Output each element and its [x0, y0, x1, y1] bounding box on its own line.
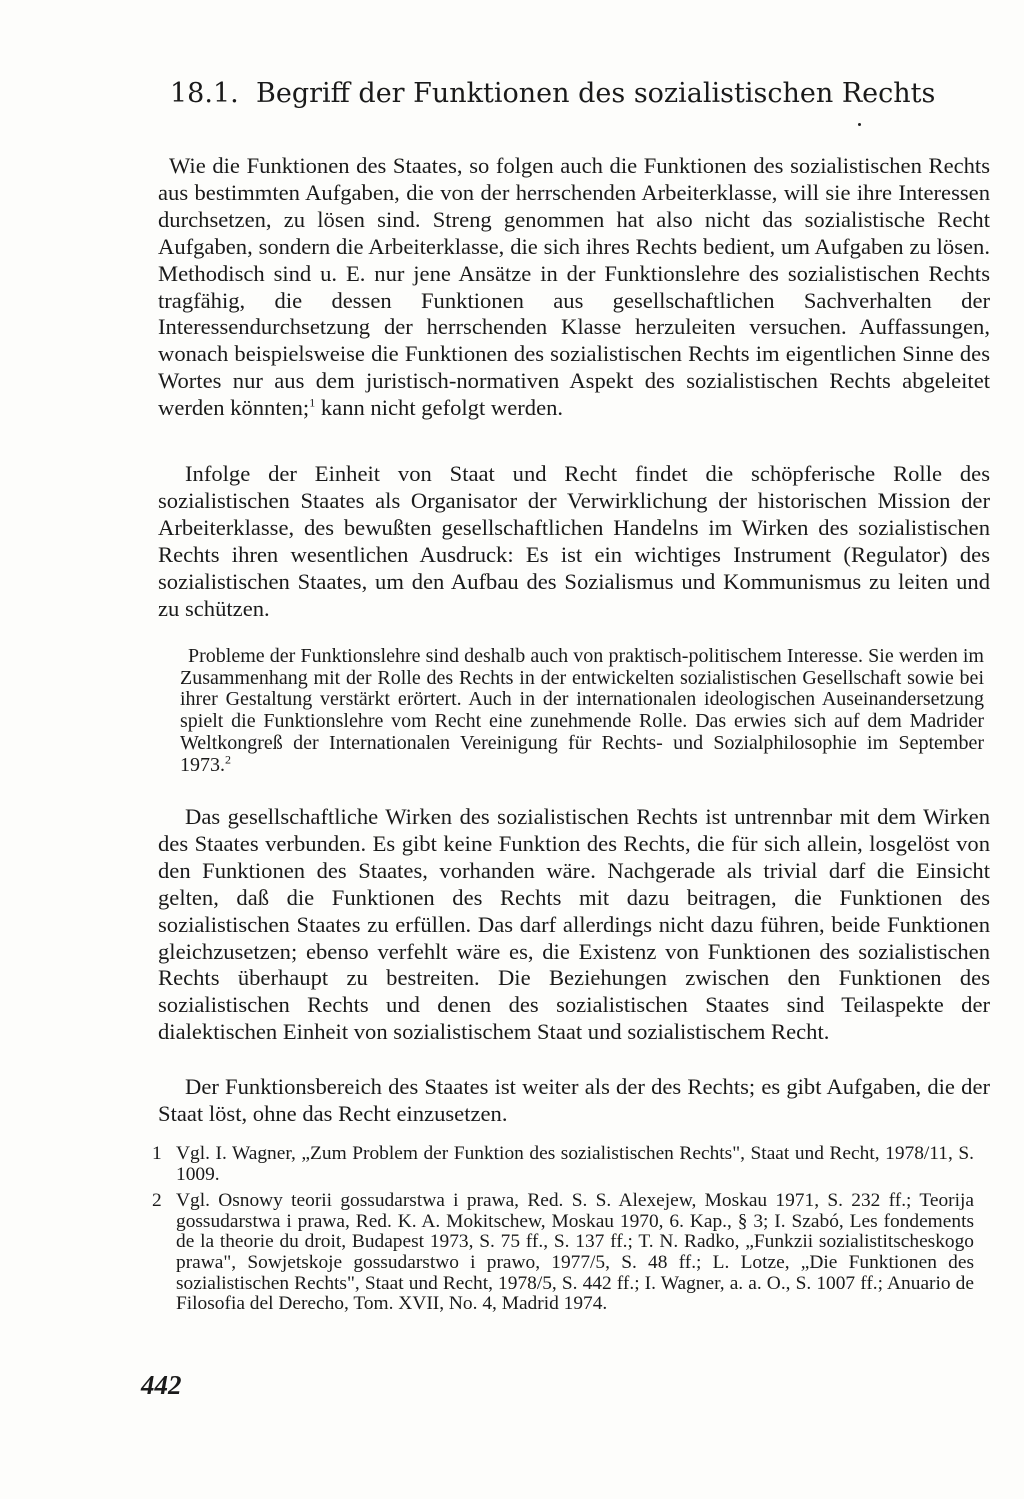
paragraph-4	[158, 1074, 990, 1128]
paragraph-4-text: Der Funktionsbereich des Staates ist weiter als der des Rechts; es gibt Aufgaben, die der Staat löst, ohne das Recht einzusetzen.	[158, 1074, 990, 1126]
paragraph-1-text: Wie die Funktionen des Staates, so folgen auch die Funktionen des sozialistischen Rechts aus bestimmten Aufgaben, die von der herrschenden Arbeiterklasse, will sie ihre Interessen durchsetzen, zu lösen sind. Streng genommen hat also nicht das sozialistische Recht Aufgaben, sondern die Arbeiterklasse, die sich ihres Rechts bedient, um Aufgaben zu lösen. Methodisch sind u. E. nur jene Ansätze in der Funktionslehre des sozialistischen Rechts tragfähig, die dessen Funktionen aus gesellschaftlichen Sachverhalten der Interessendurchsetzung der herrschenden Klasse herzuleiten versuchen. Auffassungen, wonach beispielsweise die Funktionen des sozialistischen Rechts im eigentlichen Sinne des Wortes nur aus dem juristisch-normativen Aspekt des sozialistischen Rechts abgeleitet werden könnten;	[158, 153, 990, 421]
paragraph-3-text: Das gesellschaftliche Wirken des sozialistischen Rechts ist untrennbar mit dem Wirken des Staates verbunden. Es gibt keine Funktion des Rechts, die für sich allein, losgelöst von den Funktionen des Staates, vorhanden wäre. Nachgerade als trivial darf die Einsicht gelten, daß die Funktionen des Rechts mit dazu beitragen, die Funktionen des sozialistischen Staates zu erfüllen. Das darf allerdings nicht dazu führen, beide Funktionen gleichzusetzen; ebenso verfehlt wäre es, die Existenz von Funktionen des sozialistischen Rechts überhaupt zu bestreiten. Die Beziehungen zwischen den Funktionen des sozialistischen Rechts und denen des sozialistischen Staates sind Teilaspekte der dialektischen Einheit von sozialistischem Staat und sozialistischem Recht.	[158, 804, 990, 1045]
footnote-ref-1: 1	[309, 395, 316, 410]
paragraph-1-tail: kann nicht gefolgt werden.	[315, 395, 564, 421]
paragraph-2	[158, 461, 990, 622]
footnote-number: 2	[152, 1190, 162, 1212]
footnote-text: Vgl. Osnowy teorii gossudarstwa i prawa, Red. S. S. Alexejew, Moskau 1971, S. 232 ff.; Teorija gossudarstwa i prawa, Red. K. A. Mokitschew, Moskau 1970, 6. Kap., § 3; I. Szabó, Les fondements de la theorie du droit, Budapest 1973, S. 75 ff., S. 137 ff.; T. N. Radko, „Funkzii sozialistitscheskogo prawa", Sowjetskoje gossudarstwo i prawo, 1977/5, S. 48 ff.; L. Lotze, „Die Funktionen des sozialistischen Rechts", Staat und Recht, 1978/5, S. 442 ff.; I. Wagner, a. a. O., S. 1007 ff.; Anuario de Filosofia del Derecho, Tom. XVII, No. 4, Madrid 1974.	[176, 1190, 974, 1315]
footnote-text: Vgl. I. Wagner, „Zum Problem der Funktion des sozialistischen Rechts", Staat und Recht, 1978/11, S. 1009.	[176, 1143, 974, 1185]
note-text: Probleme der Funktionslehre sind deshalb auch von praktisch-politischem Interesse. Sie werden im Zusammenhang mit der Rolle des Rechts in der entwickelten sozialistischen Gesellschaft sowie bei ihrer Gestaltung verstärkt erörtert. Auch in der internationalen ideologischen Auseinandersetzung spielt die Funktionslehre vom Recht eine zunehmende Rolle. Das erwies sich auf dem Madrider Weltkongreß der Internationalen Vereinigung für Rechts- und Sozialphilosophie im September 1973.	[180, 645, 984, 776]
section-heading	[170, 76, 936, 112]
section-title: Begriff der Funktionen des sozialistischen Rechts	[256, 78, 936, 109]
footnote-2	[152, 1191, 974, 1315]
paragraph-3	[158, 804, 990, 1046]
footnote-1	[152, 1144, 974, 1185]
print-speck	[858, 123, 861, 126]
footnote-ref-2: 2	[225, 751, 231, 766]
paragraph-1	[158, 153, 990, 422]
indented-note	[180, 646, 984, 776]
section-number: 18.1.	[170, 78, 239, 109]
footnote-number: 1	[152, 1143, 162, 1164]
footnotes	[152, 1144, 974, 1321]
paragraph-2-text: Infolge der Einheit von Staat und Recht findet die schöpferische Rolle des sozialistischen Staates als Organisator der Verwirklichung der historischen Mission der Arbeiterklasse, des bewußten gesellschaftlichen Handelns im Wirken des sozialistischen Rechts ihren wesentlichen Ausdruck: Es ist ein wichtiges Instrument (Regulator) des sozialistischen Staates, um den Aufbau des Sozialismus und Kommunismus zu leiten und zu schützen.	[158, 461, 990, 621]
page-number: 442	[141, 1370, 182, 1400]
